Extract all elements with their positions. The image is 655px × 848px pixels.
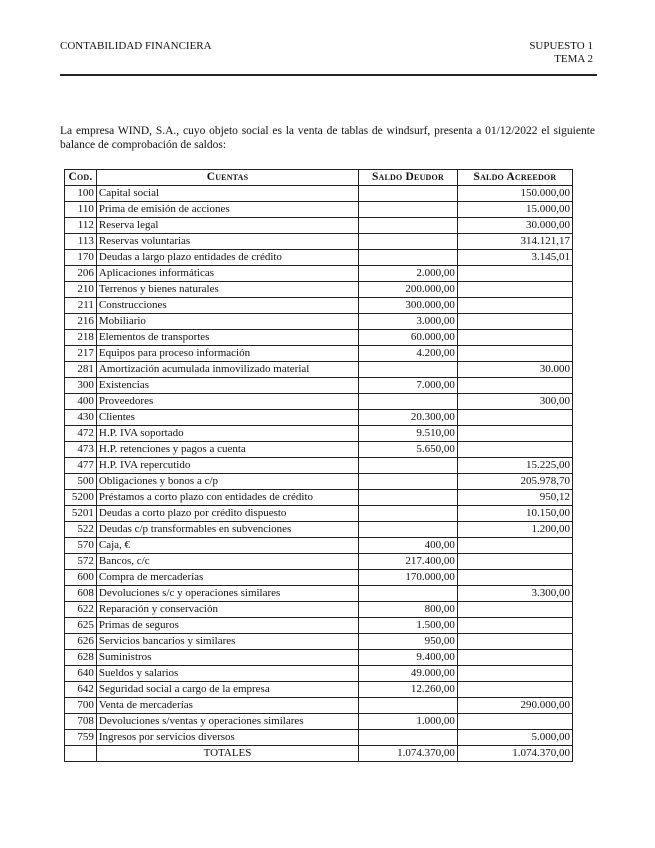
credit-balance	[457, 426, 572, 442]
debit-balance: 800,00	[359, 602, 458, 618]
table-row	[65, 218, 573, 234]
table-row	[65, 682, 573, 698]
table-row	[65, 458, 573, 474]
intro-paragraph: La empresa WIND, S.A., cuyo objeto social es la venta de tablas de windsurf, presenta a 01/12/2022 el siguiente balance de comprobación de saldos:	[60, 124, 595, 151]
account-name: Reserva legal	[96, 218, 358, 234]
account-code: 622	[65, 602, 97, 618]
debit-balance	[359, 698, 458, 714]
debit-balance: 1.000,00	[359, 714, 458, 730]
debit-balance: 9.400,00	[359, 650, 458, 666]
totals-credit: 1.074.370,00	[457, 746, 572, 762]
debit-balance	[359, 234, 458, 250]
debit-balance: 49.000,00	[359, 666, 458, 682]
credit-balance: 1.200,00	[457, 522, 572, 538]
account-code: 216	[65, 314, 97, 330]
credit-balance: 15.225,00	[457, 458, 572, 474]
debit-balance: 300.000,00	[359, 298, 458, 314]
account-name: Préstamos a corto plazo con entidades de crédito	[96, 490, 358, 506]
account-code: 281	[65, 362, 97, 378]
credit-balance: 150.000,00	[457, 186, 572, 202]
table-row	[65, 378, 573, 394]
account-code: 626	[65, 634, 97, 650]
table-row	[65, 602, 573, 618]
debit-balance: 9.510,00	[359, 426, 458, 442]
debit-balance: 3.000,00	[359, 314, 458, 330]
table-row	[65, 506, 573, 522]
credit-balance	[457, 378, 572, 394]
account-code: 217	[65, 346, 97, 362]
account-code: 430	[65, 410, 97, 426]
debit-balance	[359, 474, 458, 490]
debit-balance: 60.000,00	[359, 330, 458, 346]
account-name: Bancos, c/c	[96, 554, 358, 570]
table-row	[65, 426, 573, 442]
credit-balance	[457, 266, 572, 282]
table-row	[65, 394, 573, 410]
account-name: Terrenos y bienes naturales	[96, 282, 358, 298]
table-body	[65, 186, 573, 746]
table-row	[65, 186, 573, 202]
debit-balance	[359, 250, 458, 266]
credit-balance	[457, 282, 572, 298]
credit-balance: 5.000,00	[457, 730, 572, 746]
debit-balance: 5.650,00	[359, 442, 458, 458]
debit-balance	[359, 506, 458, 522]
col-header-code: Cod.	[65, 170, 97, 186]
account-name: Seguridad social a cargo de la empresa	[96, 682, 358, 698]
account-code: 572	[65, 554, 97, 570]
account-name: Devoluciones s/c y operaciones similares	[96, 586, 358, 602]
trial-balance-table	[64, 169, 573, 762]
account-code: 759	[65, 730, 97, 746]
credit-balance	[457, 410, 572, 426]
account-name: Capital social	[96, 186, 358, 202]
credit-balance	[457, 298, 572, 314]
account-name: Obligaciones y bonos a c/p	[96, 474, 358, 490]
table-row	[65, 490, 573, 506]
debit-balance: 7.000,00	[359, 378, 458, 394]
table-row	[65, 714, 573, 730]
credit-balance	[457, 442, 572, 458]
table-row	[65, 666, 573, 682]
debit-balance: 20.300,00	[359, 410, 458, 426]
account-code: 211	[65, 298, 97, 314]
debit-balance	[359, 218, 458, 234]
account-code: 640	[65, 666, 97, 682]
table-row	[65, 266, 573, 282]
header-divider	[60, 74, 597, 76]
table-row	[65, 234, 573, 250]
credit-balance	[457, 330, 572, 346]
totals-code-cell	[65, 746, 97, 762]
table-row	[65, 298, 573, 314]
account-code: 600	[65, 570, 97, 586]
credit-balance	[457, 314, 572, 330]
account-code: 300	[65, 378, 97, 394]
credit-balance: 3.145,01	[457, 250, 572, 266]
debit-balance	[359, 394, 458, 410]
account-name: Construcciones	[96, 298, 358, 314]
account-name: Reservas voluntarias	[96, 234, 358, 250]
credit-balance	[457, 666, 572, 682]
account-code: 218	[65, 330, 97, 346]
account-name: Mobiliario	[96, 314, 358, 330]
credit-balance	[457, 634, 572, 650]
credit-balance: 30.000	[457, 362, 572, 378]
table-row	[65, 250, 573, 266]
credit-balance: 290.000,00	[457, 698, 572, 714]
credit-balance: 950,12	[457, 490, 572, 506]
table-row	[65, 618, 573, 634]
table-row	[65, 362, 573, 378]
col-header-account: Cuentas	[96, 170, 358, 186]
account-name: H.P. IVA soportado	[96, 426, 358, 442]
debit-balance	[359, 202, 458, 218]
debit-balance: 12.260,00	[359, 682, 458, 698]
account-name: Deudas c/p transformables en subvenciones	[96, 522, 358, 538]
account-code: 608	[65, 586, 97, 602]
table-row	[65, 586, 573, 602]
account-name: Servicios bancarios y similares	[96, 634, 358, 650]
account-name: Sueldos y salarios	[96, 666, 358, 682]
account-name: Suministros	[96, 650, 358, 666]
account-code: 210	[65, 282, 97, 298]
table-row	[65, 202, 573, 218]
account-name: Deudas a corto plazo por crédito dispuesto	[96, 506, 358, 522]
debit-balance: 200.000,00	[359, 282, 458, 298]
account-code: 522	[65, 522, 97, 538]
header-topic: TEMA 2	[554, 53, 593, 65]
account-code: 5201	[65, 506, 97, 522]
credit-balance	[457, 650, 572, 666]
account-name: Reparación y conservación	[96, 602, 358, 618]
debit-balance	[359, 522, 458, 538]
account-code: 100	[65, 186, 97, 202]
account-name: Devoluciones s/ventas y operaciones similares	[96, 714, 358, 730]
account-code: 5200	[65, 490, 97, 506]
header-case	[529, 40, 593, 66]
account-code: 500	[65, 474, 97, 490]
debit-balance: 170.000,00	[359, 570, 458, 586]
account-name: Primas de seguros	[96, 618, 358, 634]
account-code: 628	[65, 650, 97, 666]
debit-balance	[359, 362, 458, 378]
debit-balance	[359, 586, 458, 602]
credit-balance	[457, 554, 572, 570]
credit-balance: 30.000,00	[457, 218, 572, 234]
account-name: Deudas a largo plazo entidades de crédito	[96, 250, 358, 266]
account-name: Amortización acumulada inmovilizado material	[96, 362, 358, 378]
table-row	[65, 282, 573, 298]
account-code: 473	[65, 442, 97, 458]
credit-balance	[457, 602, 572, 618]
account-name: H.P. IVA repercutido	[96, 458, 358, 474]
table-row	[65, 650, 573, 666]
debit-balance: 400,00	[359, 538, 458, 554]
debit-balance: 950,00	[359, 634, 458, 650]
credit-balance	[457, 570, 572, 586]
account-code: 400	[65, 394, 97, 410]
debit-balance: 1.500,00	[359, 618, 458, 634]
account-name: Existencias	[96, 378, 358, 394]
account-name: Clientes	[96, 410, 358, 426]
header-subject: CONTABILIDAD FINANCIERA	[60, 40, 212, 52]
credit-balance	[457, 714, 572, 730]
account-code: 570	[65, 538, 97, 554]
debit-balance: 4.200,00	[359, 346, 458, 362]
account-name: Prima de emisión de acciones	[96, 202, 358, 218]
credit-balance	[457, 682, 572, 698]
account-name: Ingresos por servicios diversos	[96, 730, 358, 746]
table-row	[65, 346, 573, 362]
table-row	[65, 314, 573, 330]
table-row	[65, 522, 573, 538]
account-code: 477	[65, 458, 97, 474]
account-code: 112	[65, 218, 97, 234]
credit-balance: 314.121,17	[457, 234, 572, 250]
debit-balance	[359, 490, 458, 506]
table-row	[65, 634, 573, 650]
account-name: H.P. retenciones y pagos a cuenta	[96, 442, 358, 458]
debit-balance	[359, 458, 458, 474]
account-name: Equipos para proceso información	[96, 346, 358, 362]
account-code: 472	[65, 426, 97, 442]
account-code: 700	[65, 698, 97, 714]
account-code: 206	[65, 266, 97, 282]
table-row	[65, 330, 573, 346]
credit-balance: 10.150,00	[457, 506, 572, 522]
table-row	[65, 554, 573, 570]
debit-balance	[359, 186, 458, 202]
credit-balance	[457, 538, 572, 554]
account-name: Caja, €	[96, 538, 358, 554]
credit-balance: 205.978,70	[457, 474, 572, 490]
totals-label: TOTALES	[96, 746, 358, 762]
col-header-credit: Saldo Acreedor	[457, 170, 572, 186]
account-code: 110	[65, 202, 97, 218]
account-name: Elementos de transportes	[96, 330, 358, 346]
table-row	[65, 474, 573, 490]
account-name: Venta de mercaderías	[96, 698, 358, 714]
table-row	[65, 698, 573, 714]
account-code: 170	[65, 250, 97, 266]
table-row	[65, 538, 573, 554]
table-row	[65, 410, 573, 426]
credit-balance: 300,00	[457, 394, 572, 410]
credit-balance	[457, 346, 572, 362]
account-code: 708	[65, 714, 97, 730]
debit-balance: 217.400,00	[359, 554, 458, 570]
account-name: Aplicaciones informáticas	[96, 266, 358, 282]
totals-row	[65, 746, 573, 762]
account-name: Proveedores	[96, 394, 358, 410]
credit-balance	[457, 618, 572, 634]
table-header-row	[65, 170, 573, 186]
account-name: Compra de mercaderías	[96, 570, 358, 586]
credit-balance: 15.000,00	[457, 202, 572, 218]
account-code: 113	[65, 234, 97, 250]
debit-balance	[359, 730, 458, 746]
totals-debit: 1.074.370,00	[359, 746, 458, 762]
table-row	[65, 570, 573, 586]
table-row	[65, 730, 573, 746]
debit-balance: 2.000,00	[359, 266, 458, 282]
credit-balance: 3.300,00	[457, 586, 572, 602]
table-row	[65, 442, 573, 458]
account-code: 625	[65, 618, 97, 634]
col-header-debit: Saldo Deudor	[359, 170, 458, 186]
account-code: 642	[65, 682, 97, 698]
header-case-number: SUPUESTO 1	[529, 40, 593, 52]
